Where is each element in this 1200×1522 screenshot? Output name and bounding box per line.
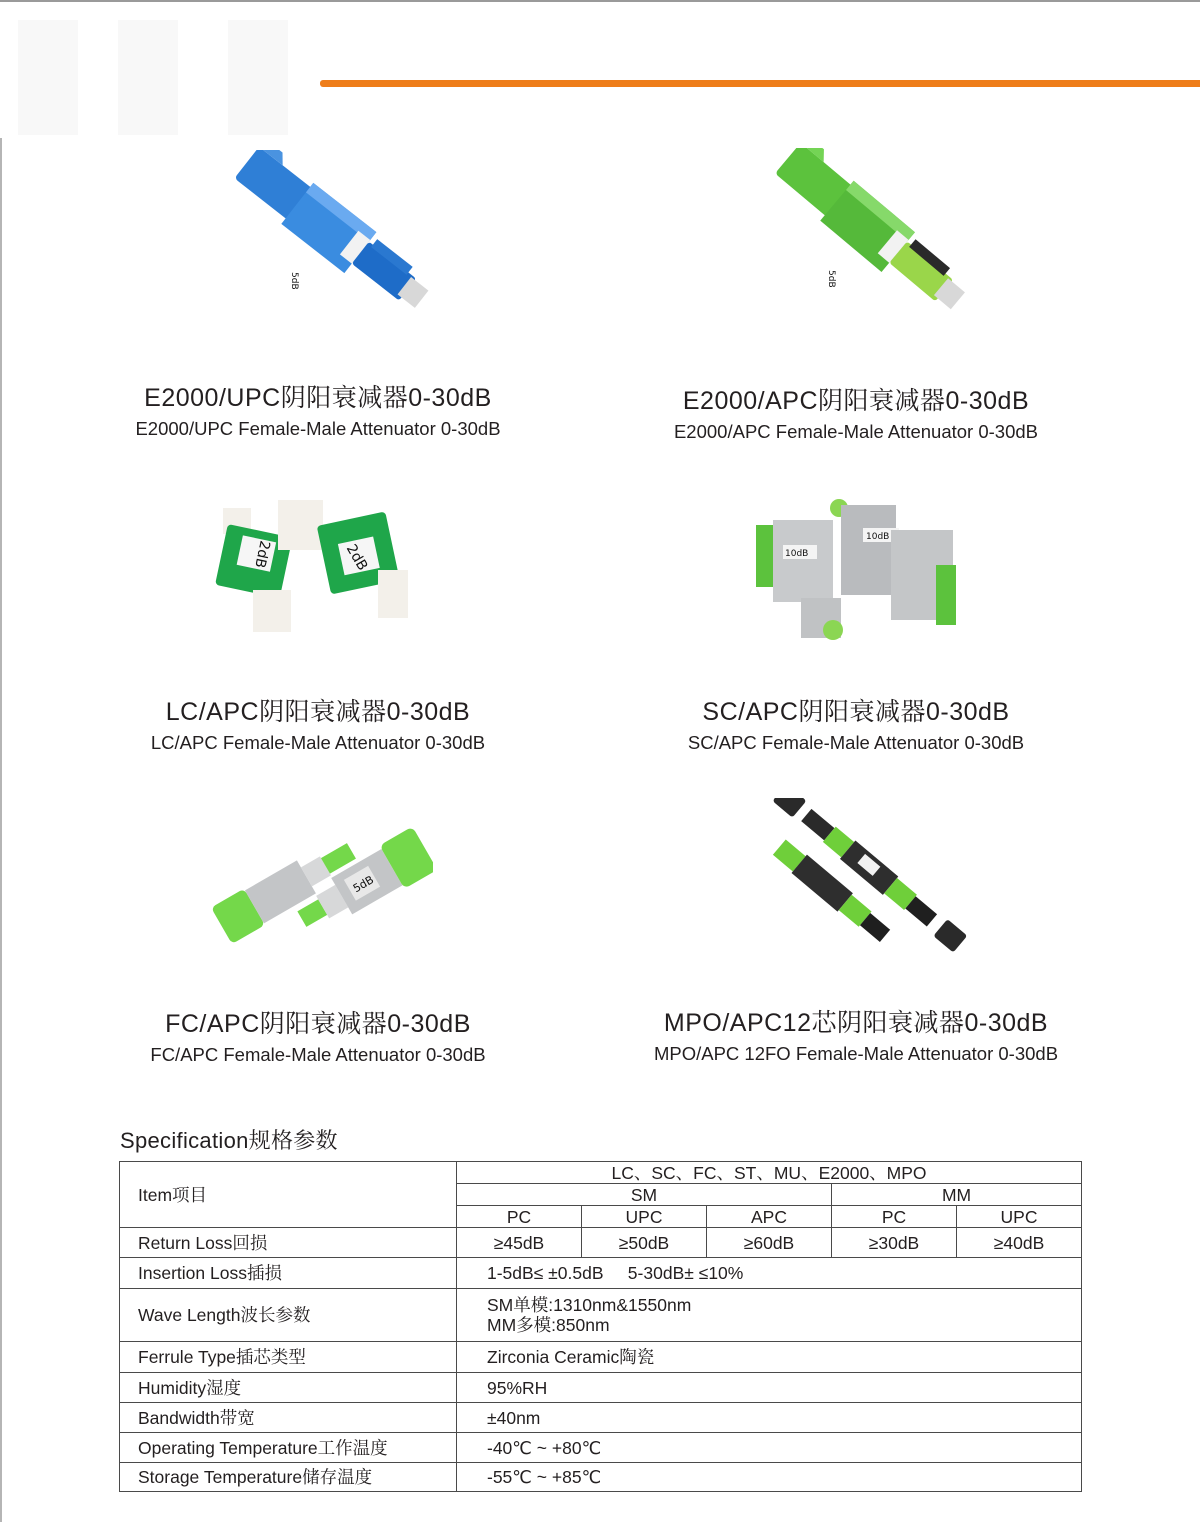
lc-apc-attenuator-image [203, 490, 433, 655]
product-title-en: MPO/APC 12FO Female-Male Attenuator 0-30dB [653, 1043, 1059, 1064]
return-loss-sm-upc: ≥50dB [582, 1228, 707, 1258]
wave-length-sm: SM单模:1310nm&1550nm [487, 1295, 692, 1315]
table-row [120, 1463, 1082, 1492]
row-label: Insertion Loss插损 [120, 1258, 457, 1289]
wave-length-mm: MM多模:850nm [487, 1315, 610, 1335]
row-value [457, 1289, 1082, 1342]
product-card-fc-apc [38, 805, 598, 1067]
sub-header-sm-apc: APC [707, 1206, 832, 1228]
product-title-en: LC/APC Female-Male Attenuator 0-30dB [150, 732, 486, 753]
e2000-apc-dB-tag: 5dB [826, 270, 836, 288]
product-title-cn: LC/APC阴阳衰减器0-30dB [165, 698, 471, 726]
product-title-cn: E2000/UPC阴阳衰减器0-30dB [144, 384, 492, 412]
row-label: Bandwidth带宽 [120, 1403, 457, 1433]
sc-dB-tag-right: 10dB [866, 532, 890, 542]
table-row [120, 1258, 1082, 1289]
row-value: 95%RH [457, 1373, 1082, 1403]
header-watermark [18, 20, 298, 135]
product-title-en: E2000/APC Female-Male Attenuator 0-30dB [673, 421, 1039, 442]
product-title-cn: SC/APC阴阳衰减器0-30dB [702, 698, 1010, 726]
row-label: Ferrule Type插芯类型 [120, 1342, 457, 1373]
table-row [120, 1373, 1082, 1403]
product-title-en: E2000/UPC Female-Male Attenuator 0-30dB [135, 418, 501, 439]
fc-dB-tag: 5dB [350, 873, 376, 896]
product-title-cn: FC/APC阴阳衰减器0-30dB [165, 1010, 471, 1038]
sc-dB-tag-left: 10dB [785, 549, 809, 559]
return-loss-mm-pc: ≥30dB [832, 1228, 957, 1258]
product-card-mpo-apc [576, 798, 1136, 1066]
connector-types: LC、SC、FC、ST、MU、E2000、MPO [457, 1162, 1082, 1184]
product-title-cn: E2000/APC阴阳衰减器0-30dB [682, 387, 1030, 415]
mm-header: MM [832, 1184, 1082, 1206]
e2000-upc-dB-tag: 5dB [289, 272, 299, 290]
row-label: Humidity湿度 [120, 1373, 457, 1403]
e2000-upc-attenuator-image [198, 150, 438, 355]
row-label: Wave Length波长参数 [120, 1289, 457, 1342]
product-card-lc-apc [38, 490, 598, 755]
row-value: Zirconia Ceramic陶瓷 [457, 1342, 1082, 1373]
return-loss-mm-upc: ≥40dB [957, 1228, 1082, 1258]
row-label: Operating Temperature工作温度 [120, 1433, 457, 1463]
sc-apc-attenuator-image [741, 490, 971, 655]
row-value: ±40nm [457, 1403, 1082, 1433]
product-title-en: FC/APC Female-Male Attenuator 0-30dB [150, 1044, 486, 1065]
sm-header: SM [457, 1184, 832, 1206]
row-value: -55℃ ~ +85℃ [457, 1463, 1082, 1492]
lc-dB-tag-right: 2dB [342, 541, 371, 574]
return-loss-sm-apc: ≥60dB [707, 1228, 832, 1258]
product-title-cn: MPO/APC12芯阴阳衰减器0-30dB [663, 1009, 1049, 1037]
row-label: Return Loss回损 [120, 1228, 457, 1258]
return-loss-sm-pc: ≥45dB [457, 1228, 582, 1258]
sub-header-mm-pc: PC [832, 1206, 957, 1228]
header-accent-bar [320, 80, 1200, 87]
item-header: Item项目 [120, 1162, 457, 1228]
top-border [0, 0, 1200, 2]
e2000-apc-attenuator-image [736, 148, 976, 358]
lc-dB-tag-left: 2dB [251, 539, 273, 570]
table-row [120, 1289, 1082, 1342]
left-border [0, 138, 2, 1522]
product-card-sc-apc [576, 490, 1136, 755]
sub-header-mm-upc: UPC [957, 1206, 1082, 1228]
table-row [120, 1228, 1082, 1258]
mpo-apc-attenuator-image [741, 798, 971, 978]
row-value: 1-5dB≤ ±0.5dB 5-30dB± ≤10% [457, 1258, 1082, 1289]
product-card-e2000-upc [38, 150, 598, 441]
row-label: Storage Temperature储存温度 [120, 1463, 457, 1492]
table-row [120, 1433, 1082, 1463]
row-value: -40℃ ~ +80℃ [457, 1433, 1082, 1463]
sub-header-sm-pc: PC [457, 1206, 582, 1228]
product-card-e2000-apc [576, 148, 1136, 444]
table-row [120, 1342, 1082, 1373]
spec-table [119, 1161, 1082, 1492]
product-title-en: SC/APC Female-Male Attenuator 0-30dB [687, 732, 1025, 753]
sub-header-sm-upc: UPC [582, 1206, 707, 1228]
fc-apc-attenuator-image [203, 805, 433, 965]
table-row [120, 1403, 1082, 1433]
spec-title: Specification规格参数 [120, 1128, 338, 1153]
